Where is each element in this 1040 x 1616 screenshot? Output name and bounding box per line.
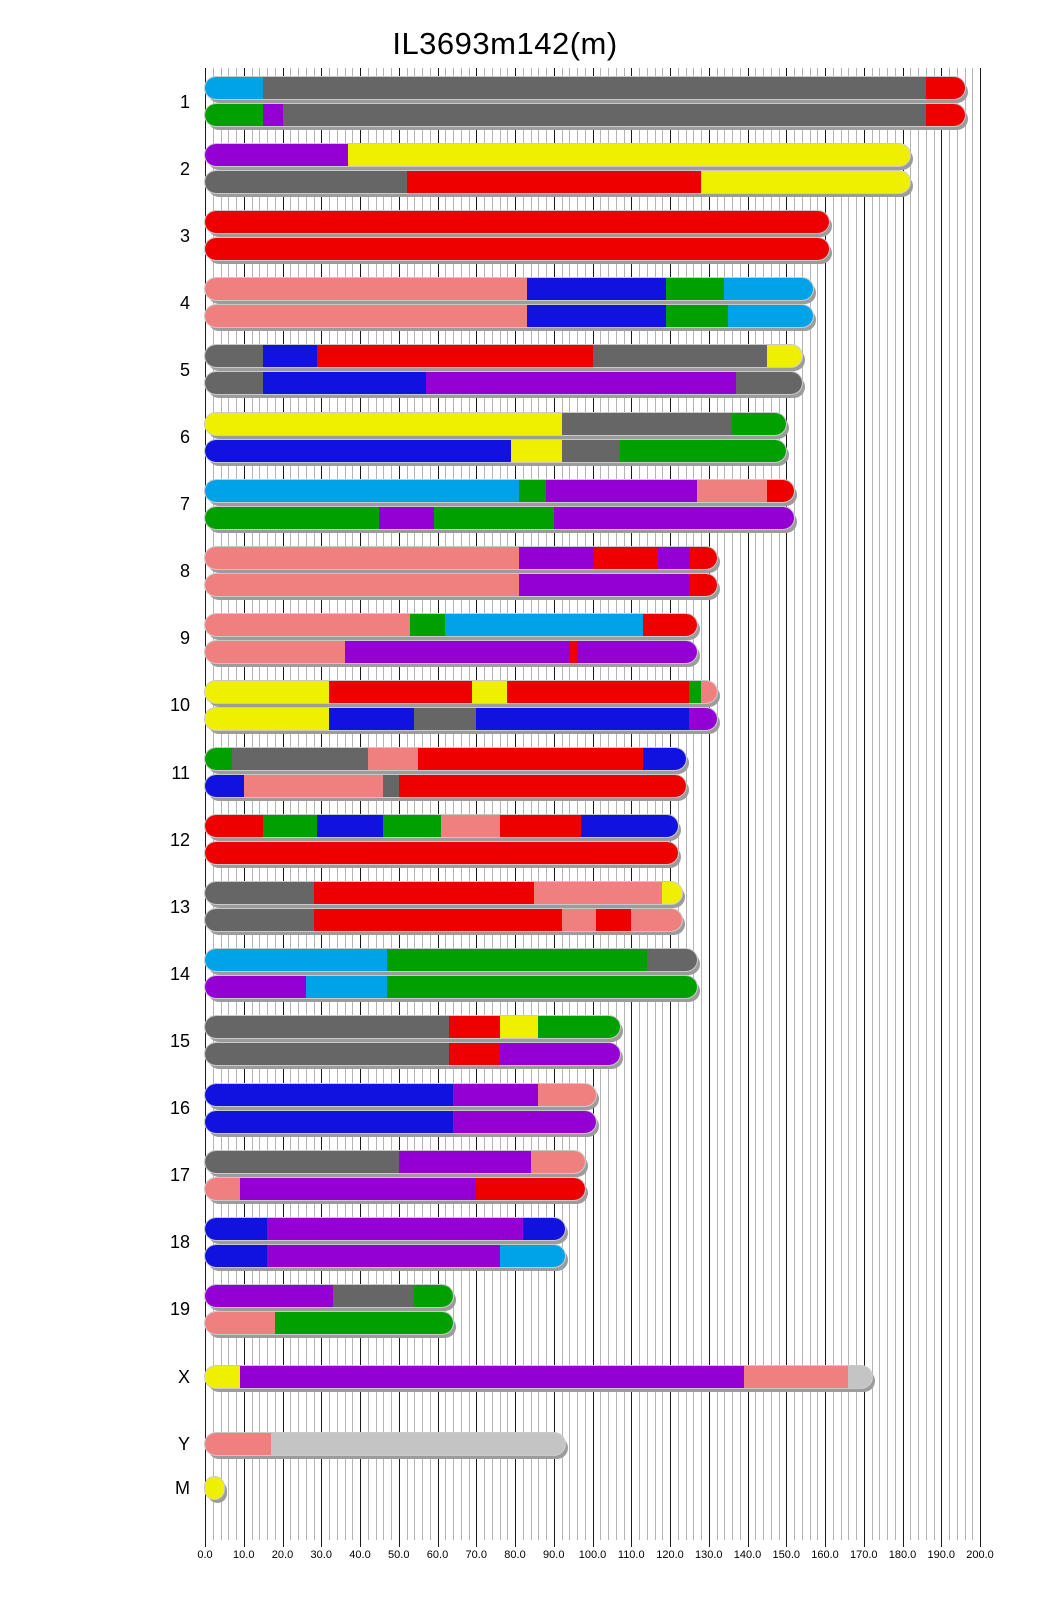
chromosome-Y-bar-1 [205, 1433, 565, 1455]
axis-tick-label: 40.0 [349, 1549, 371, 1561]
segment-yellow [500, 1016, 539, 1038]
segment-red [205, 815, 263, 837]
chromosome-13-bar-1 [205, 882, 682, 904]
gridline-minor [972, 68, 973, 1540]
chromosome-11-bar-2 [205, 775, 686, 797]
segment-cyan [500, 1245, 566, 1267]
segment-purple [240, 1178, 476, 1200]
segment-cyan [205, 480, 519, 502]
segment-blue [523, 1218, 566, 1240]
segment-red [329, 681, 472, 703]
segment-yellow [701, 171, 910, 193]
segment-purple [345, 641, 570, 663]
segment-salmon [701, 681, 717, 703]
segment-yellow [662, 882, 681, 904]
gridline-minor [934, 68, 935, 1540]
axis-tick-label: 140.0 [733, 1549, 762, 1561]
segment-green [414, 1285, 453, 1307]
segment-blue [527, 278, 667, 300]
chromosome-17-bar-1 [205, 1151, 585, 1173]
segment-blue [205, 775, 244, 797]
chromosome-1-bar-1 [205, 77, 965, 99]
chromosome-label-5: 5 [179, 359, 190, 380]
gridline-minor [926, 68, 927, 1540]
segment-salmon [205, 278, 527, 300]
segment-salmon [244, 775, 384, 797]
segment-red [476, 1178, 585, 1200]
segment-red [314, 882, 535, 904]
segment-green [387, 949, 647, 971]
segment-salmon [534, 882, 662, 904]
segment-gray [414, 708, 476, 730]
segment-blue [329, 708, 414, 730]
segment-red [643, 614, 697, 636]
segment-blue [317, 815, 383, 837]
segment-green [538, 1016, 619, 1038]
segment-purple [554, 507, 794, 529]
segment-salmon [205, 305, 527, 327]
segment-cyan [724, 278, 813, 300]
segment-salmon [205, 1178, 240, 1200]
segment-purple [205, 144, 348, 166]
segment-purple [577, 641, 697, 663]
segment-yellow [205, 1477, 224, 1499]
gridline-minor [817, 68, 818, 1540]
chromosome-label-2: 2 [179, 158, 190, 179]
chromosome-18-bar-2 [205, 1245, 565, 1267]
chromosome-label-Y: Y [177, 1434, 190, 1454]
gridline-major [941, 68, 942, 1547]
gridline-minor [841, 68, 842, 1540]
segment-yellow [767, 345, 802, 367]
chromosome-10-bar-1 [205, 681, 717, 703]
gridline-major [864, 68, 865, 1547]
segment-blue [205, 1084, 453, 1106]
segment-green [666, 305, 728, 327]
segment-green [666, 278, 724, 300]
chromosome-9-bar-1 [205, 614, 697, 636]
segment-cyan [306, 976, 387, 998]
segment-red [449, 1016, 499, 1038]
chromosome-label-10: 10 [169, 695, 190, 716]
chromosome-16-bar-2 [205, 1111, 596, 1133]
segment-red [926, 104, 965, 126]
segment-gray [283, 104, 926, 126]
chromosome-M-bar-1 [205, 1477, 224, 1499]
segment-green [205, 748, 232, 770]
segment-purple [500, 1043, 620, 1065]
segment-yellow [205, 1366, 240, 1388]
chromosome-11-bar-1 [205, 748, 686, 770]
segment-salmon [205, 641, 345, 663]
segment-yellow [205, 681, 329, 703]
gridline-minor [833, 68, 834, 1540]
gridline-minor [965, 68, 966, 1540]
segment-purple [546, 480, 697, 502]
chromosome-label-3: 3 [179, 225, 190, 246]
segment-red [689, 574, 716, 596]
gridline-major [825, 68, 826, 1547]
segment-red [205, 238, 829, 260]
chromosome-14-bar-1 [205, 949, 697, 971]
segment-green [275, 1312, 453, 1334]
gridline-minor [910, 68, 911, 1540]
segment-green [732, 413, 786, 435]
segment-purple [519, 574, 690, 596]
chromosome-8-bar-1 [205, 547, 717, 569]
segment-blue [581, 815, 678, 837]
axis-tick-label: 170.0 [849, 1549, 878, 1561]
segment-blue [205, 1245, 267, 1267]
segment-purple [426, 372, 736, 394]
segment-blue [527, 305, 667, 327]
chromosome-19-bar-2 [205, 1312, 453, 1334]
segment-salmon [205, 547, 519, 569]
segment-purple [453, 1111, 596, 1133]
chromosome-label-16: 16 [169, 1098, 190, 1118]
segment-red [500, 815, 581, 837]
segment-salmon [205, 1433, 271, 1455]
segment-gray [205, 372, 263, 394]
axis-tick-label: 50.0 [388, 1549, 410, 1561]
segment-red [767, 480, 794, 502]
axis-tick-label: 30.0 [310, 1549, 332, 1561]
chromosome-2-bar-1 [205, 144, 910, 166]
chromosome-label-11: 11 [171, 762, 190, 783]
chromosome-label-17: 17 [169, 1165, 190, 1186]
segment-purple [205, 1285, 333, 1307]
chromosome-16-bar-1 [205, 1084, 596, 1106]
segment-yellow [348, 144, 910, 166]
segment-salmon [368, 748, 418, 770]
chart-title: IL3693m142(m) [392, 26, 618, 61]
segment-red [689, 547, 716, 569]
segment-purple [267, 1218, 523, 1240]
chromosome-label-M: M [175, 1478, 190, 1498]
segment-gray [205, 171, 407, 193]
chromosome-4-bar-2 [205, 305, 813, 327]
segment-gray [205, 882, 314, 904]
chromosome-7-bar-2 [205, 507, 794, 529]
segment-red [569, 641, 577, 663]
segment-red [449, 1043, 499, 1065]
segment-yellow [472, 681, 507, 703]
gridline-minor [895, 68, 896, 1540]
segment-red [314, 909, 562, 931]
segment-blue [205, 1111, 453, 1133]
segment-red [407, 171, 702, 193]
segment-red [596, 909, 631, 931]
segment-purple [267, 1245, 500, 1267]
segment-green [689, 681, 701, 703]
segment-gray [205, 1043, 449, 1065]
axis-tick-label: 120.0 [656, 1549, 684, 1561]
segment-purple [205, 976, 306, 998]
segment-gray [647, 949, 697, 971]
segment-gray [562, 440, 620, 462]
gridline-major [903, 68, 904, 1547]
axis-tick-label: 60.0 [426, 1549, 449, 1561]
chromosome-15-bar-2 [205, 1043, 620, 1065]
chromosome-12-bar-2 [205, 842, 678, 864]
segment-gray [562, 413, 733, 435]
segment-cyan [205, 949, 387, 971]
segment-salmon [631, 909, 681, 931]
segment-blue [263, 345, 317, 367]
axis-tick-label: 190.0 [927, 1549, 956, 1561]
segment-red [317, 345, 592, 367]
chromosome-label-15: 15 [169, 1030, 190, 1051]
segment-lightgray [271, 1433, 566, 1455]
chromosome-19-bar-1 [205, 1285, 453, 1307]
chromosome-4-bar-1 [205, 278, 813, 300]
segment-red [593, 547, 659, 569]
segment-blue [643, 748, 686, 770]
chromosome-5-bar-2 [205, 372, 802, 394]
segment-red [205, 842, 678, 864]
chromosome-2-bar-2 [205, 171, 910, 193]
axis-tick-label: 70.0 [465, 1549, 487, 1561]
axis-tick-label: 160.0 [811, 1549, 839, 1561]
segment-red [205, 211, 829, 233]
chromosome-label-1: 1 [179, 91, 190, 112]
segment-red [418, 748, 643, 770]
chromosome-15-bar-1 [205, 1016, 620, 1038]
chromosome-7-bar-1 [205, 480, 794, 502]
chromosome-label-19: 19 [169, 1299, 190, 1320]
chromosome-1-bar-2 [205, 104, 965, 126]
segment-purple [240, 1366, 744, 1388]
segment-purple [658, 547, 689, 569]
segment-gray [333, 1285, 414, 1307]
segment-gray [263, 77, 926, 99]
segment-green [205, 507, 379, 529]
chromosome-14-bar-2 [205, 976, 697, 998]
gridline-minor [918, 68, 919, 1540]
segment-yellow [205, 413, 562, 435]
segment-green [387, 976, 697, 998]
chromosome-13-bar-2 [205, 909, 682, 931]
segment-green [263, 815, 317, 837]
axis-tick-label: 100.0 [578, 1549, 607, 1561]
segment-gray [383, 775, 399, 797]
segment-purple [519, 547, 593, 569]
chromosome-6-bar-2 [205, 440, 786, 462]
gridline-minor [957, 68, 958, 1540]
gridline-major [980, 68, 981, 1547]
segment-salmon [562, 909, 597, 931]
segment-green [519, 480, 546, 502]
chromosome-3-bar-2 [205, 238, 829, 260]
segment-green [383, 815, 441, 837]
gridline-minor [879, 68, 880, 1540]
segment-gray [205, 1016, 449, 1038]
axis-tick-label: 80.0 [504, 1549, 526, 1561]
gridline-minor [848, 68, 849, 1540]
segment-cyan [445, 614, 643, 636]
chromosome-label-18: 18 [169, 1232, 190, 1253]
segment-salmon [205, 574, 519, 596]
segment-salmon [205, 614, 410, 636]
segment-purple [399, 1151, 531, 1173]
chromosome-10-bar-2 [205, 708, 717, 730]
chromosome-label-9: 9 [179, 628, 190, 649]
segment-gray [232, 748, 368, 770]
gridline-minor [887, 68, 888, 1540]
segment-red [507, 681, 689, 703]
axis-tick-label: 90.0 [543, 1549, 565, 1561]
chromosome-label-X: X [177, 1367, 190, 1387]
chromosome-6-bar-1 [205, 413, 786, 435]
segment-blue [205, 440, 511, 462]
segment-gray [205, 1151, 399, 1173]
segment-salmon [205, 1312, 275, 1334]
segment-yellow [205, 708, 329, 730]
chromosome-label-7: 7 [179, 494, 190, 515]
segment-salmon [538, 1084, 596, 1106]
segment-cyan [728, 305, 813, 327]
chromosome-8-bar-2 [205, 574, 717, 596]
chromosome-label-14: 14 [169, 963, 190, 984]
segment-purple [263, 104, 282, 126]
segment-red [926, 77, 965, 99]
chromosome-17-bar-2 [205, 1178, 585, 1200]
chromosome-3-bar-1 [205, 211, 829, 233]
chromosome-12-bar-1 [205, 815, 678, 837]
segment-green [205, 104, 263, 126]
axis-tick-label: 10.0 [233, 1549, 255, 1561]
axis-tick-label: 0.0 [197, 1549, 213, 1561]
chromosome-18-bar-1 [205, 1218, 565, 1240]
segment-salmon [531, 1151, 585, 1173]
segment-gray [205, 909, 314, 931]
axis-tick-label: 150.0 [772, 1549, 801, 1561]
axis-tick-label: 200.0 [966, 1549, 994, 1561]
axis-tick-label: 130.0 [694, 1549, 723, 1561]
segment-purple [379, 507, 433, 529]
chromosome-9-bar-2 [205, 641, 697, 663]
chromosome-label-13: 13 [169, 896, 190, 917]
segment-salmon [697, 480, 767, 502]
segment-salmon [744, 1366, 849, 1388]
segment-blue [205, 1218, 267, 1240]
chromosome-5-bar-1 [205, 345, 802, 367]
segment-green [410, 614, 445, 636]
segment-purple [689, 708, 716, 730]
segment-red [399, 775, 686, 797]
axis-tick-label: 180.0 [888, 1549, 917, 1561]
chromosome-label-8: 8 [179, 561, 190, 582]
segment-gray [593, 345, 767, 367]
segment-green [434, 507, 554, 529]
segment-purple [453, 1084, 538, 1106]
axis-tick-label: 110.0 [617, 1549, 645, 1561]
chromosome-label-6: 6 [179, 427, 190, 447]
segment-blue [263, 372, 426, 394]
segment-blue [476, 708, 689, 730]
segment-green [620, 440, 787, 462]
segment-yellow [511, 440, 561, 462]
axis-tick-label: 20.0 [271, 1549, 294, 1561]
segment-gray [736, 372, 802, 394]
segment-cyan [205, 77, 263, 99]
gridline-minor [949, 68, 950, 1540]
segment-lightgray [848, 1366, 871, 1388]
gridline-minor [856, 68, 857, 1540]
gridline-minor [872, 68, 873, 1540]
chromosome-label-12: 12 [169, 829, 190, 850]
chromosome-label-4: 4 [179, 292, 190, 313]
chromosome-X-bar-1 [205, 1366, 872, 1388]
segment-gray [205, 345, 263, 367]
segment-salmon [441, 815, 499, 837]
